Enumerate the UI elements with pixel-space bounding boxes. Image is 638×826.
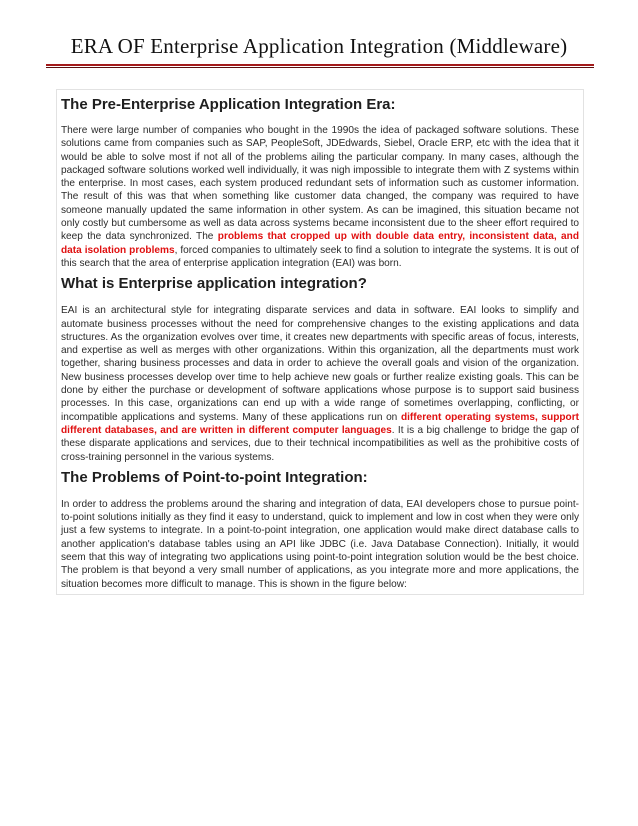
section-heading: What is Enterprise application integration?	[61, 275, 367, 293]
section-pre-eai-era	[61, 96, 579, 270]
section-point-to-point	[61, 469, 579, 591]
section-heading: The Problems of Point-to-point Integration:	[61, 468, 368, 486]
paragraph-text: . It is a big challenge to bridge the gap of these disparate applications and services, due to their technical incompatibilities as well as the prohibitive costs of cross-training personnel in the various systems.	[61, 424, 579, 463]
content-frame	[56, 89, 584, 595]
section-heading: The Pre-Enterprise Application Integration Era:	[61, 96, 396, 113]
title-underline-secondary	[46, 67, 594, 68]
highlighted-text: problems that cropped up with double data entry, inconsistent data, and data isolation problems	[61, 231, 580, 256]
paragraph-text: EAI is an architectural style for integrating disparate services and data in software. EAI looks to simplify and automate business processes without the need for comprehensive changes to the existing applications and data structures. As the organization evolves over time, it creates new departments with specific areas of focus, interests, and expertise as well as merges with other organizations. Within this organization, all the departments must work together, sharing business processes and data in order to achieve the overall goals and vision of the organization. New business processes develop over time to help achieve new goals or further realize existing goals. This can be done by either the purchase or development of software applications whose purpose is to support said business processes. In this case, organizations can end up with a wide range of sometimes overlapping, conflicting, or incompatible applications and systems. Many of these applications run on	[61, 305, 579, 423]
section-paragraph: In order to address the problems around the sharing and integration of data, EAI developers chose to pursue point-to-point solutions initially as they find it easy to understand, quick to implement and low in cost when they were only just a few systems to integrate. In a point-to-point integration, one application would make direct database calls to another application's database tables using an API like JDBC (i.e. Java Database Connection). Initially, it would seem that this way of integrating two applications using point-to-point integration solution would be the best choice. The problem is that beyond a very small number of applications, as you integrate more and more applications, the situation becomes more difficult to manage. This is shown in the figure below:	[61, 498, 579, 590]
paragraph-text: There were large number of companies who bought in the 1990s the idea of packaged software solutions. These solutions came from companies such as SAP, PeopleSoft, JDEdwards, Siebel, Oracle ERP, etc with the idea that it would be able to solve most if not all of the problems ailing the particular company. In many cases, although the packaged software solutions worked well individually, it was nigh impossible to integrate them with Z systems within the enterprise. In most cases, each system produced redundant sets of information such as customer information. The result of this was that when something like customer data changed, the company was required to have someone manually updated the same information in other system. As can be imagined, this situation became not only costly but cumbersome as well as data across systems became inconsistent due to the sheer effort required to keep the data synchronized. The	[61, 125, 579, 243]
section-paragraph	[61, 124, 579, 270]
section-paragraph	[61, 304, 579, 464]
title-underline	[46, 64, 594, 66]
document-title: ERA OF Enterprise Application Integration (Middleware)	[70, 34, 568, 58]
highlighted-text: different operating systems, support different databases, and are written in different computer languages	[61, 411, 579, 436]
section-what-is-eai	[61, 275, 579, 464]
paragraph-text: , forced companies to ultimately seek to find a solution to integrate the systems. It is out of this search that the area of enterprise application integration (EAI) was born.	[61, 244, 579, 269]
